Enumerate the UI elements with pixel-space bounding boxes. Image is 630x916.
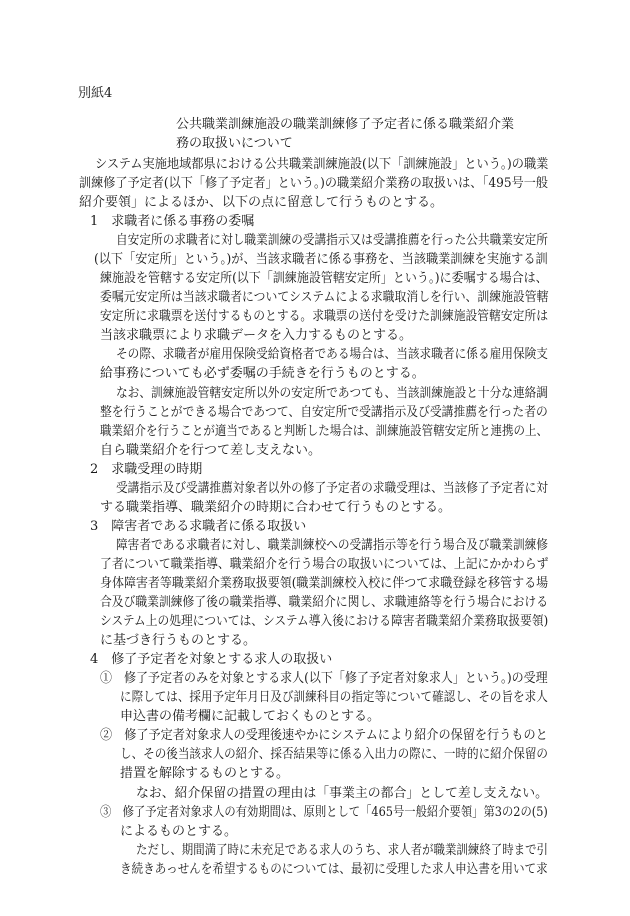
section-heading: 3 障害者である求職者に係る取扱い <box>90 519 307 534</box>
body-line: によるものとする。 <box>120 824 238 839</box>
body-line: 措置を解除するものとする。 <box>120 766 290 781</box>
body-line: システム上の処理については、システム導入後における障害者職業紹介業務取扱要領) <box>100 614 549 629</box>
body-line: 当該求職票により求職データを入力するものとする。 <box>100 328 413 343</box>
title-line: 公共職業訓練施設の職業訓練修了予定者に係る職業紹介業 <box>176 117 515 132</box>
body-line: し、その後当該求人の紹介、採否結果等に係る入出力の際に、一時的に紹介保留の <box>120 747 549 762</box>
body-line: システム実施地域都県における公共職業訓練施設(以下「訓練施設」という。)の職業 <box>95 157 549 172</box>
body-line: 安定所に求職票を送付するものとする。求職票の送付を受けた訓練施設管轄安定所は <box>100 309 549 324</box>
title-line: 務の取扱いについて <box>176 136 293 151</box>
list-item: ① 修了予定者のみを対象とする求人(以下「修了予定者対象求人」という。)の受理 <box>100 671 548 686</box>
body-line: 職業紹介を行うことが適当であると判断した場合は、訓練施設管轄安定所と連携の上、 <box>100 424 548 439</box>
body-line: する職業指導、職業紹介の時期に合わせて行うものとする。 <box>100 500 452 515</box>
body-line: 訓練修了予定者(以下「修了予定者」という。)の職業紹介業務の取扱いは、「495号一般 <box>79 176 548 191</box>
body-line: 受講指示及び受講推薦対象者以外の修了予定者の求職受理は、当該修了予定者に対 <box>116 481 549 496</box>
section-heading: 2 求職受理の時期 <box>90 462 203 477</box>
body-line: 了者について職業指導、職業紹介を行う場合の取扱いについては、上記にかかわらず <box>100 557 549 572</box>
body-line: なお、紹介保留の措置の理由は「事業主の都合」として差し支えない。 <box>136 786 549 801</box>
body-line: (以下「安定所」という。)が、当該求職者に係る事務を、当該職業訓練を実施する訓 <box>94 252 548 267</box>
body-line: き続きあっせんを希望するものについては、最初に受理した求人申込書を用いて求 <box>120 862 548 877</box>
body-line: 自ら職業紹介を行つて差し支えない。 <box>100 443 322 458</box>
body-line: 整を行うことができる場合であつて、自安定所で受講指示及び受講推薦を行った者の <box>100 405 548 420</box>
body-line: 自安定所の求職者に対し職業訓練の受講指示又は受講推薦を行った公共職業安定所 <box>116 233 549 248</box>
body-line: 合及び職業訓練修了後の職業指導、職業紹介に関し、求職連絡等を行う場合における <box>100 595 549 610</box>
section-heading: 4 修了予定者を対象とする求人の取扱い <box>90 652 333 667</box>
body-line: に際しては、採用予定年月日及び訓練科目の指定等について確認し、その旨を求人 <box>120 690 548 705</box>
body-line: ただし、期間満了時に未充足である求人のうち、求人者が職業訓練終了時まで引 <box>136 843 548 858</box>
body-line: 障害者である求職者に対し、職業訓練校への受講指示等を行う場合及び職業訓練修 <box>116 538 549 553</box>
list-item: ② 修了予定者対象求人の受理後速やかにシステムにより紹介の保留を行うものと <box>100 728 548 743</box>
body-line: 練施設を管轄する安定所(以下「訓練施設管轄安定所」という。)に委嘱する場合は、 <box>100 271 548 286</box>
section-heading: 1 求職者に係る事務の委嘱 <box>90 214 255 229</box>
body-line: 給事務についても必ず委嘱の手続きを行うものとする。 <box>100 366 425 381</box>
body-line: 身体障害者等職業紹介業務取扱要領(職業訓練校入校に伴つて求職登録を移管する場 <box>100 576 549 591</box>
body-line: 申込書の備考欄に記載しておくものとする。 <box>120 709 381 724</box>
body-line: なお、訓練施設管轄安定所以外の安定所であつても、当該訓練施設と十分な連絡調 <box>116 386 549 401</box>
annex-label: 別紙4 <box>78 86 113 101</box>
list-item: ③ 修了予定者対象求人の有効期間は、原則として「465号一般紹介要領」第3の2の(5) <box>100 805 548 820</box>
body-line: に基づき行うものとする。 <box>100 633 257 648</box>
body-line: 紹介要領」によるほか、以下の点に留意して行うものとする。 <box>79 195 444 210</box>
body-line: その際、求職者が雇用保険受給資格者である場合は、当該求職者に係る雇用保険支 <box>116 347 549 362</box>
body-line: 委嘱元安定所は当該求職者についてシステムによる求職取消しを行い、訓練施設管轄 <box>100 290 549 305</box>
